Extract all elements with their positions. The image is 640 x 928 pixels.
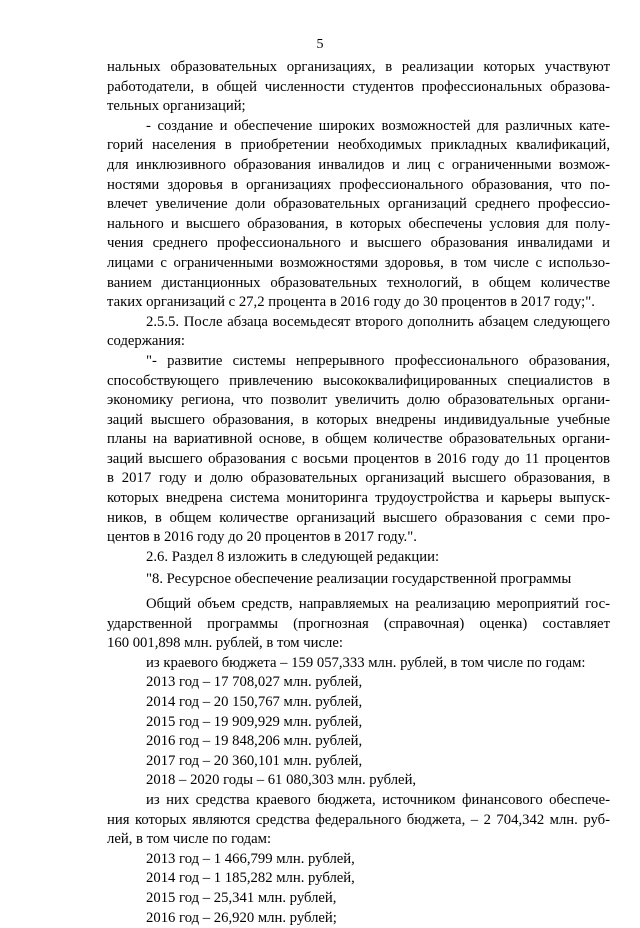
text-line: для инклюзивного образования инвалидов и лиц с ограниченными возмож-: [107, 156, 610, 173]
text-line: 2017 год – 20 360,101 млн. рублей,: [146, 752, 363, 769]
text-line: ников, в общем количестве организаций высшего образования с семи про-: [107, 509, 610, 526]
text-line: "8. Ресурсное обеспечение реализации государственной программы: [146, 571, 572, 588]
text-line: 2016 год – 26,920 млн. рублей;: [146, 909, 337, 926]
text-line: нальных образовательных организациях, в реализации которых участвуют: [107, 59, 610, 75]
text-line: 2014 год – 20 150,767 млн. рублей,: [146, 694, 363, 710]
text-line: Общий объем средств, направляемых на реализацию мероприятий гос-: [146, 596, 610, 613]
text-line: ванием дистанционных образовательных технологий, в общем количестве: [107, 274, 610, 291]
text-line: лицами с ограниченными возможностями здоровья, в том числе с использо-: [107, 254, 610, 271]
text-line: ностями здоровья в организациях профессионального образования, что по-: [107, 176, 610, 193]
text-line: 2018 – 2020 годы – 61 080,303 млн. рублей,: [146, 772, 417, 789]
text-line: 2.6. Раздел 8 изложить в следующей редакции:: [146, 548, 440, 565]
text-line: 2013 год – 1 466,799 млн. рублей,: [146, 850, 355, 867]
text-line: работодатели, в общей численности студентов профессиональных образова-: [107, 78, 610, 95]
text-line: 2016 год – 19 848,206 млн. рублей,: [146, 733, 363, 750]
text-line: ударственной программы (прогнозная (справочная) оценка) составляет: [107, 615, 610, 632]
text-line: содержания:: [107, 333, 185, 350]
text-line: способствующего привлечению высококвалифицированных специалистов в: [107, 372, 610, 389]
text-line: заций высшего образования, в которых внедрены индивидуальные учебные: [107, 411, 610, 428]
text-line: "- развитие системы непрерывного профессионального образования,: [146, 352, 610, 369]
text-line: лей, в том числе по годам:: [107, 831, 272, 848]
text-line: 160 001,898 млн. рублей, в том числе:: [107, 635, 343, 652]
text-line: 2014 год – 1 185,282 млн. рублей,: [146, 870, 355, 887]
text-line: из них средства краевого бюджета, источником финансового обеспече-: [146, 791, 610, 808]
text-line: заций высшего образования с восьми процентов в 2016 году до 11 процентов: [107, 450, 610, 467]
text-line: горий населения в приобретении необходимых прикладных квалификаций,: [107, 137, 610, 154]
text-line: экономику региона, что позволит увеличить долю образовательных органи-: [107, 392, 610, 409]
text-line: 2015 год – 19 909,929 млн. рублей,: [146, 713, 363, 730]
text-line: таких организаций с 27,2 процента в 2016 году до 30 процентов в 2017 году;".: [107, 294, 595, 311]
document-body: [107, 58, 610, 928]
page-number: 5: [316, 37, 324, 52]
text-line: 2013 год – 17 708,027 млн. рублей,: [146, 674, 363, 691]
text-line: 2.5.5. После абзаца восемьдесят второго дополнить абзацем следующего: [146, 313, 610, 330]
text-line: чения среднего профессионального и высшего образования инвалидами и: [107, 235, 610, 252]
text-line: тельных организаций;: [107, 98, 246, 115]
text-line: - создание и обеспечение широких возможностей для различных кате-: [146, 117, 610, 134]
text-line: в 2017 году и долю образовательных организаций высшего образования, в: [107, 470, 610, 487]
text-line: из краевого бюджета – 159 057,333 млн. рублей, в том числе по годам:: [146, 654, 586, 671]
text-line: ния которых являются средства федерального бюджета, – 2 704,342 млн. руб-: [107, 811, 610, 828]
text-line: нального и высшего образования, в которых обеспечены условия для полу-: [107, 215, 610, 232]
text-line: планы на вариативной основе, в общем количестве образовательных органи-: [107, 431, 610, 448]
text-line: 2015 год – 25,341 млн. рублей,: [146, 889, 337, 906]
text-line: влечет увеличение доли образовательных организаций среднего профессио-: [107, 196, 610, 213]
text-line: центов в 2016 году до 20 процентов в 2017 году.".: [107, 529, 417, 546]
text-line: которых внедрена система мониторинга трудоустройства и карьеры выпуск-: [107, 490, 610, 507]
